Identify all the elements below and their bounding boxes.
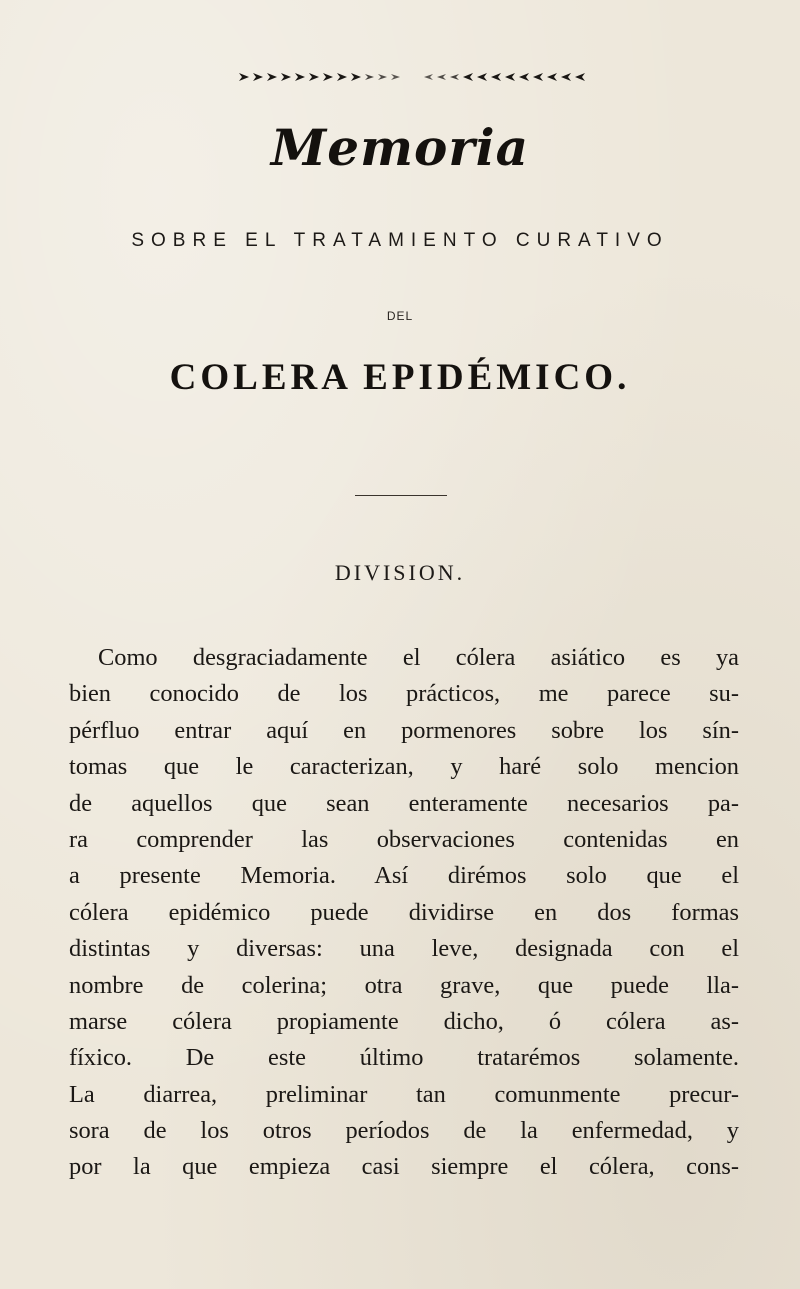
subtitle: SOBRE EL TRATAMIENTO CURATIVO	[131, 230, 669, 251]
text-line: Como desgraciadamente el cólera asiático es ya	[98, 644, 739, 671]
text-line: fíxico. De este último tratarémos solamente.	[69, 1044, 739, 1072]
text-line: distintas y diversas: una leve, designada con el	[69, 935, 739, 963]
page-title-gothic: Memoria	[270, 118, 530, 177]
text-line: La diarrea, preliminar tan comunmente precur-	[69, 1080, 739, 1108]
text-line: cólera epidémico puede dividirse en dos formas	[69, 898, 739, 926]
main-title: COLERA EPIDÉMICO.	[169, 357, 631, 398]
text-line: tomas que le caracterizan, y haré solo mencion	[69, 753, 739, 781]
text-line: ra comprender las observaciones contenidas en	[69, 825, 739, 853]
text-line: nombre de colerina; otra grave, que puede lla-	[69, 971, 739, 999]
text-line: a presente Memoria. Así dirémos solo que el	[69, 862, 739, 890]
section-heading: DIVISION.	[334, 560, 466, 585]
connector-word: DEL	[386, 309, 414, 323]
text-line: de aquellos que sean enteramente necesarios pa-	[69, 789, 739, 817]
text-line: pérfluo entrar aquí en pormenores sobre los sín-	[69, 716, 739, 744]
text-line: bien conocido de los prácticos, me parece su-	[69, 680, 739, 708]
text-line: por la que empieza casi siempre el cólera, cons-	[69, 1153, 739, 1181]
section-divider	[355, 495, 447, 496]
text-line: sora de los otros períodos de la enfermedad, y	[69, 1117, 739, 1145]
body-paragraph	[69, 640, 739, 1186]
text-line: marse cólera propiamente dicho, ó cólera as-	[69, 1007, 739, 1035]
typographic-arrow-border-icon	[237, 66, 587, 88]
